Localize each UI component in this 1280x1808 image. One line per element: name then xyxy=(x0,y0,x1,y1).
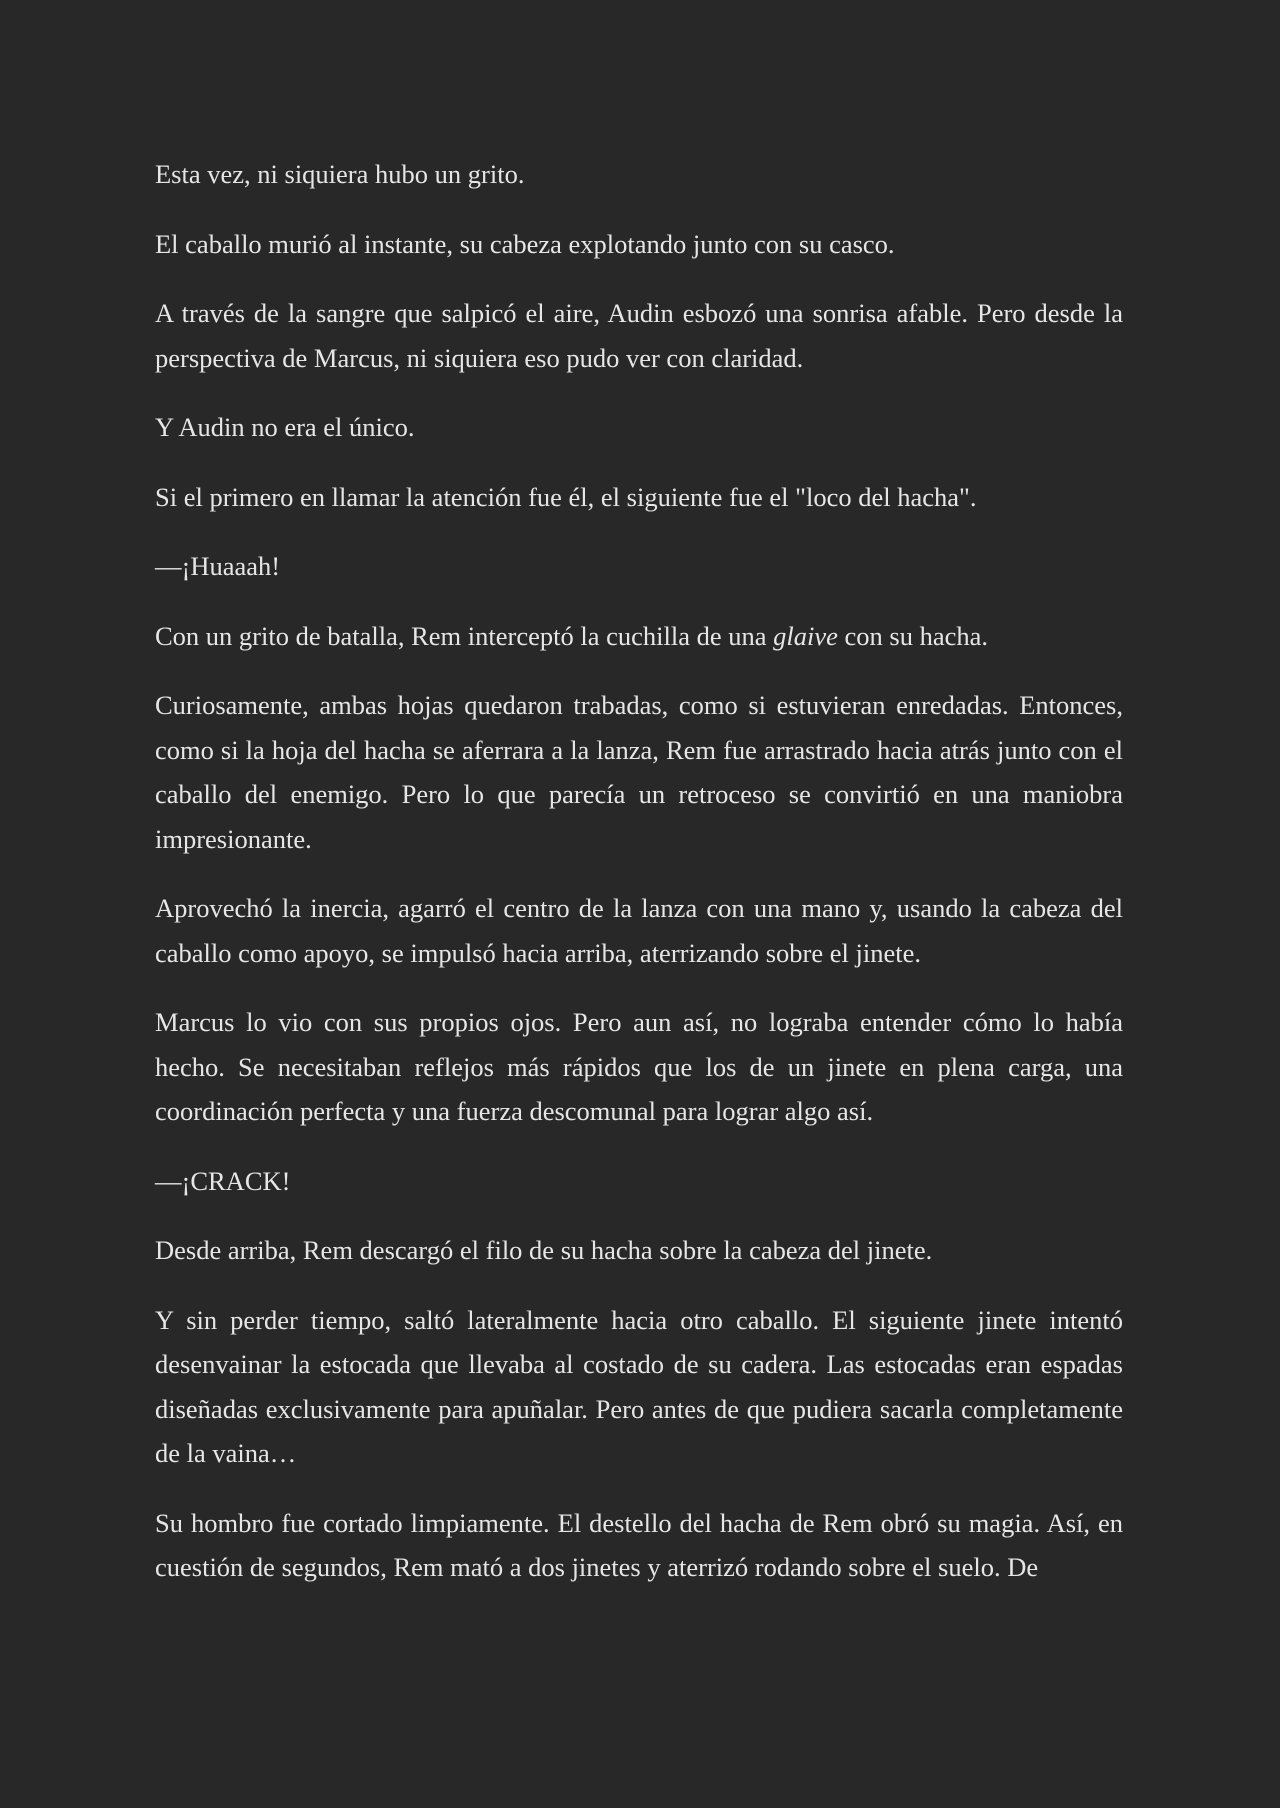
paragraph: Marcus lo vio con sus propios ojos. Pero aun así, no lograba entender cómo lo había hecho. Se necesitaban reflejos más rápidos que los de un jinete en plena carga, una coordinación perfecta y una fuerza descomunal para lograr algo así. xyxy=(155,1007,1123,1126)
chapter-text xyxy=(155,152,1123,1615)
paragraph xyxy=(155,614,1123,659)
paragraph: Su hombro fue cortado limpiamente. El destello del hacha de Rem obró su magia. Así, en cuestión de segundos, Rem mató a dos jinetes y aterrizó rodando sobre el suelo. De xyxy=(155,1507,1123,1582)
paragraph: Curiosamente, ambas hojas quedaron trabadas, como si estuvieran enredadas. Entonces, como si la hoja del hacha se aferrara a la lanza, Rem fue arrastrado hacia atrás junto con el caballo del enemigo. Pero lo que parecía un retroceso se convirtió en una maniobra impresionante. xyxy=(155,690,1123,854)
paragraph: Esta vez, ni siquiera hubo un grito. xyxy=(155,159,525,189)
italic-term: glaive xyxy=(773,620,838,651)
paragraph-text: con su hacha. xyxy=(837,620,989,651)
paragraph: Aprovechó la inercia, agarró el centro de la lanza con una mano y, usando la cabeza del caballo como apoyo, se impulsó hacia arriba, aterrizando sobre el jinete. xyxy=(155,893,1123,968)
paragraph: —¡CRACK! xyxy=(155,1165,291,1196)
paragraph: A través de la sangre que salpicó el aire, Audin esbozó una sonrisa afable. Pero desde la perspectiva de Marcus, ni siquiera eso pudo ver con claridad. xyxy=(155,298,1123,373)
paragraph: Si el primero en llamar la atención fue él, el siguiente fue el "loco del hacha". xyxy=(155,481,977,512)
paragraph: Desde arriba, Rem descargó el filo de su hacha sobre la cabeza del jinete. xyxy=(155,1235,933,1265)
paragraph: El caballo murió al instante, su cabeza explotando junto con su casco. xyxy=(155,228,895,259)
paragraph: —¡Huaaah! xyxy=(155,551,281,581)
paragraph: Y Audin no era el único. xyxy=(155,412,415,442)
paragraph: Y sin perder tiempo, saltó lateralmente hacia otro caballo. El siguiente jinete intentó desenvainar la estocada que llevaba al costado de su cadera. Las estocadas eran espadas diseñadas exclusivamente para apuñalar. Pero antes de que pudiera sacarla completamente de la vaina… xyxy=(155,1304,1123,1468)
paragraph-text: Con un grito de batalla, Rem interceptó la cuchilla de una xyxy=(155,620,774,651)
